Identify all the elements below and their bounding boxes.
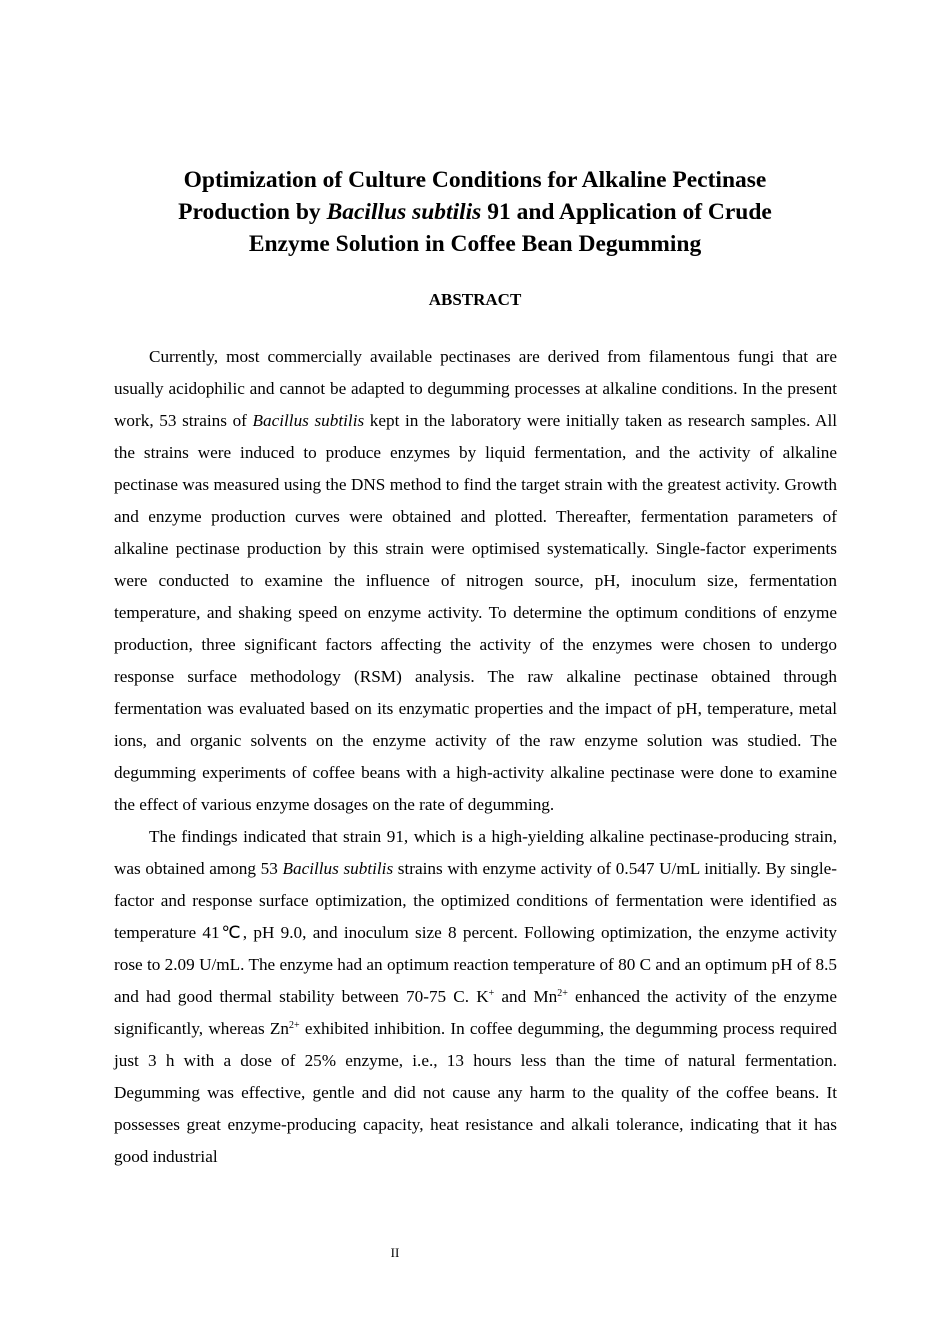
title-line-1: Optimization of Culture Conditions for Alkaline Pectinase <box>183 167 767 193</box>
paragraph-1-text-a: Currently, most commercially available pectinases are derived from filamentous fungi that are usually acidophilic and cannot be adapted to degumming processes at alkaline conditions. In the present work, 53 strains of <box>114 347 837 430</box>
paragraph-1-species: Bacillus subtilis <box>252 411 365 430</box>
paragraph-2-text-b: strains with enzyme activity of 0.547 U/mL initially. By single-factor and response surface optimization, the optimized conditions of fermentation were identified as temperature 41℃, pH 9.0, and inoculum size 8 percent. Following optimization, the enzyme activity rose to 2.09 U/mL. The enzyme had an optimum reaction temperature of 80 C and an optimum pH of 8.5 and had good thermal stability between 70-75 C. K <box>114 859 837 1006</box>
paragraph-1-text-b: kept in the laboratory were initially taken as research samples. All the strains were induced to produce enzymes by liquid fermentation, and the activity of alkaline pectinase was measured using the DNS method to find the target strain with the greatest activity. Growth and enzyme production curves were obtained and plotted. Thereafter, fermentation parameters of alkaline pectinase production by this strain were optimised systematically. Single-factor experiments were conducted to examine the influence of nitrogen source, pH, inoculum size, fermentation temperature, and shaking speed on enzyme activity. To determine the optimum conditions of enzyme production, three significant factors affecting the activity of the enzymes were chosen to undergo response surface methodology (RSM) analysis. The raw alkaline pectinase obtained through fermentation was evaluated based on its enzymatic properties and the impact of pH, temperature, metal ions, and organic solvents on the enzyme activity of the raw enzyme solution was studied. The degumming experiments of coffee beans with a high-activity alkaline pectinase were done to examine the effect of various enzyme dosages on the rate of degumming. <box>114 411 838 814</box>
page-number: II <box>390 1245 400 1260</box>
paragraph-2-species: Bacillus subtilis <box>282 859 394 878</box>
abstract-heading: ABSTRACT <box>428 290 522 309</box>
abstract-paragraph-1 <box>114 341 837 821</box>
paragraph-2-text-c: and Mn <box>494 987 558 1006</box>
paragraph-2-text-a: The findings indicated that strain 91, which is a high-yielding alkaline pectinase-producing strain, was obtained among 53 <box>114 827 837 878</box>
zinc-charge: 2+ <box>288 1020 300 1031</box>
paragraph-2-text-d: enhanced the activity of the enzyme significantly, whereas Zn <box>114 987 837 1038</box>
abstract-body <box>114 341 837 1173</box>
title-line-2-suffix: 91 and Application of Crude <box>481 199 772 225</box>
manganese-charge: 2+ <box>557 988 568 999</box>
document-title <box>114 164 836 260</box>
title-line-2-prefix: Production by <box>178 199 327 225</box>
potassium-charge: + <box>488 988 495 999</box>
title-species-name: Bacillus subtilis <box>326 199 482 225</box>
paragraph-2-text-e: exhibited inhibition. In coffee degumming, the degumming process required just 3 h with a dose of 25% enzyme, i.e., 13 hours less than the time of natural fermentation. Degumming was effective, gentle and did not cause any harm to the quality of the coffee beans. It possesses great enzyme-producing capacity, heat resistance and alkali tolerance, indicating that it has good industrial <box>114 1019 837 1166</box>
abstract-paragraph-2 <box>114 821 837 1173</box>
title-line-3: Enzyme Solution in Coffee Bean Degumming <box>248 231 702 257</box>
